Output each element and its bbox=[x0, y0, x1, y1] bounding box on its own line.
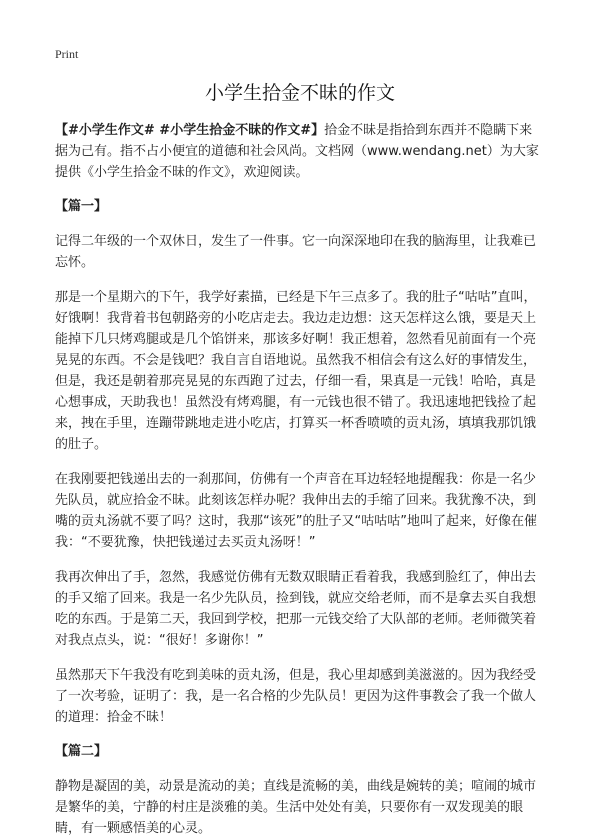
print-link[interactable]: Print bbox=[55, 47, 79, 61]
section-1-paragraph-5: 虽然那天下午我没有吃到美味的贡丸汤，但是，我心里却感到美滋滋的。因为我经受了一次考验，证明了：我，是一名合格的少先队员！更因为这件事教会了我一个做人的道理：拾金不昧！ bbox=[55, 668, 537, 725]
page-title: 小学生拾金不昧的作文 bbox=[204, 82, 395, 104]
section-1-paragraph-4: 我再次伸出了手，忽然，我感觉仿佛有无数双眼睛正看着我，我感到脸红了，伸出去的手又缩了回来。我是一名少先队员，捡到钱，就应交给老师，而不是拿去买自我想吃的东西。于是第二天，我回到学校，把那一元钱交给了大队部的老师。老师微笑着对我点点头，说：“很好！多谢你！” bbox=[55, 570, 537, 648]
intro-text: 拾金不昧是指拾到东西并不隐瞒下来据为己有。指不占小便宜的道德和社会风尚。文档网（www.wendang.net）为大家提供《小学生拾金不昧的作文》，欢迎阅读。 bbox=[55, 123, 539, 180]
section-1-paragraph-2: 那是一个星期六的下午，我学好素描，已经是下午三点多了。我的肚子“咕咕”直叫，好饿啊！我背着书包朝路旁的小吃店走去。我边走边想：这天怎样这么饿，要是天上能掉下几只烤鸡腿或是几个馅饼来，那该多好啊！我正想着，忽然看见前面有一个亮晃晃的东西。不会是钱吧？我自言自语地说。虽然我不相信会有这么好的事情发生，但是，我还是朝着那亮晃晃的东西跑了过去，仔细一看，果真是一元钱！哈哈，真是心想事成，天助我也！虽然没有烤鸡腿，有一元钱也很不错了。我迅速地把钱捡了起来，拽在手里，连蹦带跳地走进小吃店，打算买一杯香喷喷的贡丸汤，填填我那饥饿的肚子。 bbox=[55, 290, 537, 452]
section-2-paragraph-1: 静物是凝固的美，动景是流动的美；直线是流畅的美，曲线是婉转的美；喧闹的城市是繁华的美，宁静的村庄是淡雅的美。生活中处处有美，只要你有一双发现美的眼睛，有一颗感悟美的心灵。 bbox=[55, 779, 537, 836]
intro-paragraph bbox=[55, 120, 545, 183]
section-heading-1: 【篇一】 bbox=[55, 199, 108, 214]
section-1-paragraph-1: 记得二年级的一个双休日，发生了一件事。它一向深深地印在我的脑海里，让我难已忘怀。 bbox=[55, 234, 537, 270]
section-1-paragraph-3: 在我刚要把钱递出去的一刹那间，仿佛有一个声音在耳边轻轻地提醒我：你是一名少先队员，就应拾金不昧。此刻该怎样办呢？我伸出去的手缩了回来。我犹豫不决，到嘴的贡丸汤就不要了吗？这时，我那“该死”的肚子又“咕咕咕”地叫了起来，好像在催我：“不要犹豫，快把钱递过去买贡丸汤呀！” bbox=[55, 472, 537, 550]
intro-lead: 【#小学生作文# #小学生拾金不昧的作文#】 bbox=[55, 123, 325, 138]
section-heading-2: 【篇二】 bbox=[55, 744, 108, 759]
